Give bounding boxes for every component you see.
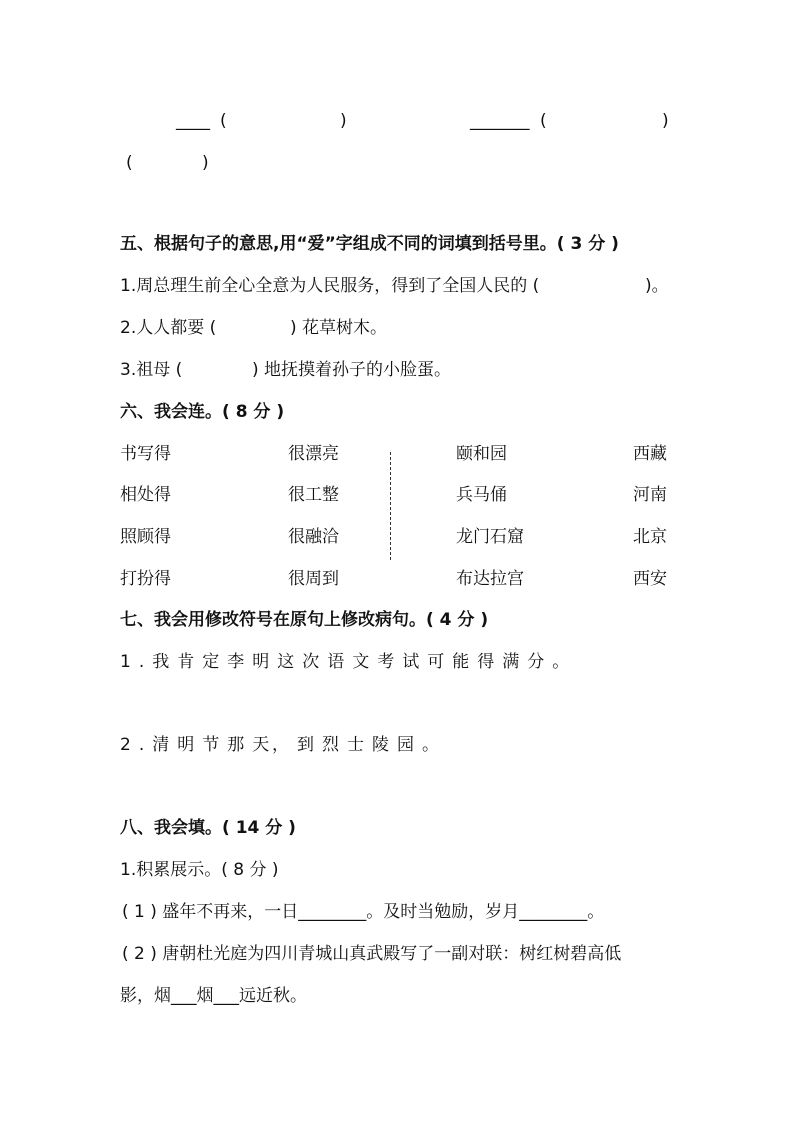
s8-poem-line[interactable]: ( 1 ) 盛年不再来，一日________。及时当勉励，岁月________。	[122, 902, 605, 922]
paren-close-2: )	[662, 111, 669, 131]
blank-2[interactable]: _______	[470, 111, 530, 131]
match-region-item[interactable]: 西安	[633, 569, 667, 589]
section-8-heading: 八、我会填。( 14 分 )	[120, 818, 296, 838]
s5-q2-end: ) 花草树木。	[290, 318, 388, 338]
s5-q3-end: ) 地抚摸着孙子的小脸蛋。	[252, 360, 452, 380]
match-region-item[interactable]: 北京	[633, 527, 667, 547]
s7-sentence-2b[interactable]: ，到烈士陵园。	[272, 735, 447, 755]
section-5-heading: 五、根据句子的意思,用“爱”字组成不同的词填到括号里。( 3 分 )	[120, 234, 619, 254]
s8-couplet-line-1: ( 2 ) 唐朝杜光庭为四川青城山真武殿写了一副对联：树红树碧高低	[122, 944, 622, 964]
match-left-item[interactable]: 打扮得	[120, 569, 171, 589]
paren-close-3: )	[202, 153, 209, 173]
s5-q3-text: 3.祖母 (	[120, 360, 183, 380]
match-region-item[interactable]: 西藏	[633, 444, 667, 464]
match-place-item[interactable]: 布达拉宫	[456, 569, 524, 589]
blank-1[interactable]: ____	[176, 111, 210, 131]
paren-open-3: (	[126, 153, 133, 173]
match-left-item[interactable]: 相处得	[120, 485, 171, 505]
match-place-item[interactable]: 颐和园	[456, 444, 507, 464]
s8-couplet-line-2[interactable]: 影，烟___烟___远近秋。	[120, 986, 307, 1006]
match-place-item[interactable]: 龙门石窟	[456, 527, 524, 547]
paren-close-1: )	[340, 111, 347, 131]
match-left-item[interactable]: 照顾得	[120, 527, 171, 547]
paren-open-2: (	[540, 111, 547, 131]
match-left-item[interactable]: 书写得	[120, 444, 171, 464]
column-divider	[390, 452, 391, 560]
match-region-item[interactable]: 河南	[633, 485, 667, 505]
s5-q1-text: 1.周总理生前全心全意为人民服务，得到了全国人民的 (	[120, 276, 540, 296]
match-right-item[interactable]: 很漂亮	[288, 444, 339, 464]
s5-q1-end: )。	[645, 276, 669, 296]
match-right-item[interactable]: 很周到	[288, 569, 339, 589]
section-7-heading: 七、我会用修改符号在原句上修改病句。( 4 分 )	[120, 610, 489, 630]
s8-q1-label: 1.积累展示。( 8 分 )	[120, 860, 279, 880]
section-6-heading: 六、我会连。( 8 分 )	[120, 402, 285, 422]
match-place-item[interactable]: 兵马俑	[456, 485, 507, 505]
s7-sentence-2a[interactable]: 2.清明节那天	[120, 735, 278, 755]
paren-open-1: (	[220, 111, 227, 131]
s7-sentence-1[interactable]: 1.我肯定李明这次语文考试可能得满分。	[120, 652, 578, 672]
s5-q2-text: 2.人人都要 (	[120, 318, 217, 338]
match-right-item[interactable]: 很工整	[288, 485, 339, 505]
match-right-item[interactable]: 很融洽	[288, 527, 339, 547]
